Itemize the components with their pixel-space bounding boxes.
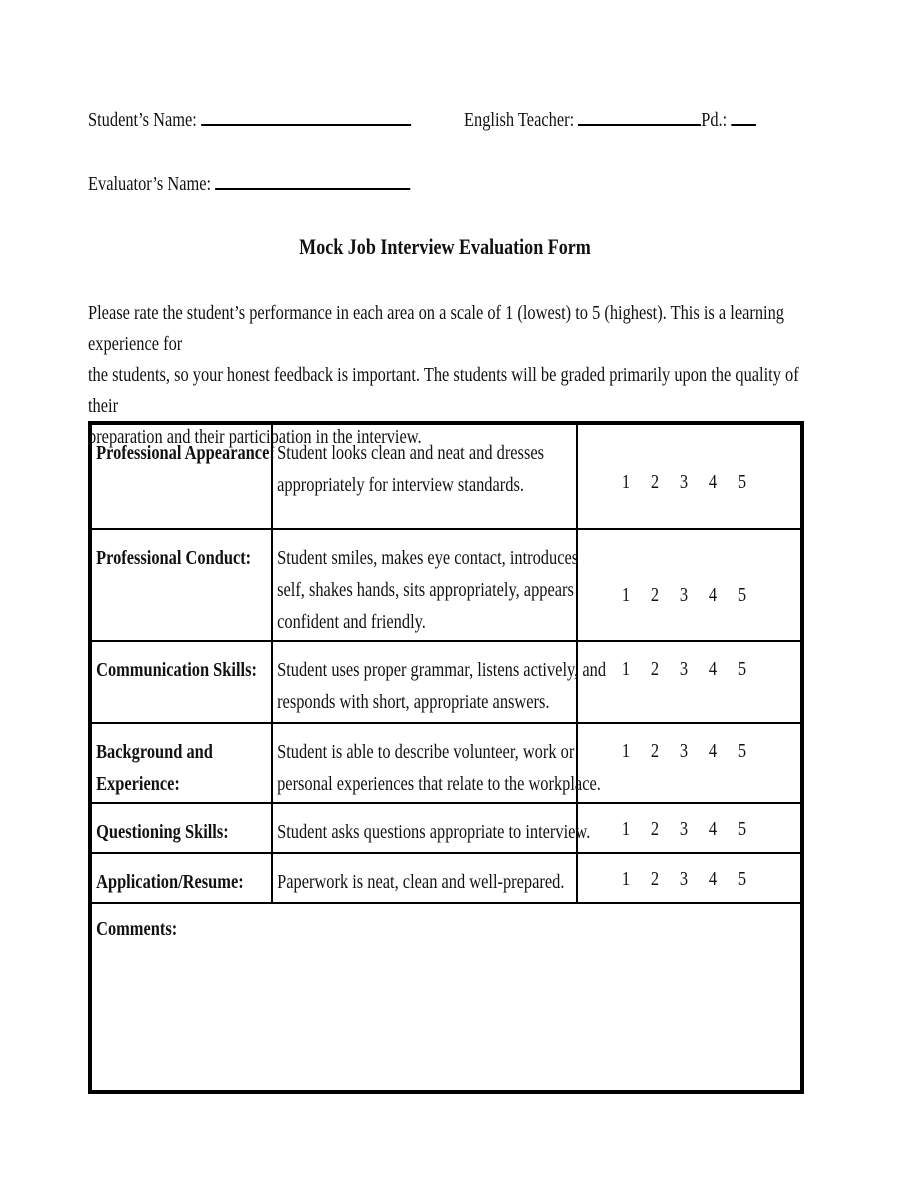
criterion-label-line: Professional Conduct:	[96, 547, 252, 569]
rating-row	[90, 423, 802, 529]
rating-option[interactable]: 5	[737, 584, 747, 606]
rating-row	[90, 641, 802, 723]
criterion-label	[92, 804, 238, 848]
rating-row	[90, 803, 802, 853]
description-line: appropriately for interview standards.	[276, 474, 524, 496]
rating-option[interactable]: 5	[737, 658, 747, 680]
description-line: confident and friendly.	[276, 611, 426, 633]
rating-option[interactable]: 5	[737, 818, 747, 840]
criterion-cell	[90, 641, 272, 723]
criterion-label-line: Professional Appearance:	[96, 442, 275, 464]
instructions-line: preparation and their participation in the interview.	[88, 426, 422, 448]
criterion-cell	[90, 423, 275, 529]
rating-scale-cell	[577, 423, 802, 529]
rating-option[interactable]: 1	[621, 471, 631, 493]
rating-option[interactable]: 3	[679, 818, 689, 840]
english-teacher-field[interactable]	[578, 104, 701, 126]
evaluator-name-label: Evaluator’s Name:	[88, 173, 212, 195]
instructions-line: the students, so your honest feedback is important. The students will be graded primarily upon the quality of their	[88, 364, 799, 417]
rating-scale	[578, 724, 800, 763]
rating-option[interactable]: 4	[708, 658, 718, 680]
evaluator-name-field[interactable]	[215, 168, 410, 190]
rating-scale	[578, 530, 800, 607]
description-line: responds with short, appropriate answers.	[276, 691, 549, 713]
period-label: Pd.:	[701, 109, 728, 131]
rating-option[interactable]: 4	[708, 868, 718, 890]
criterion-cell	[90, 853, 272, 903]
criterion-cell	[90, 529, 272, 641]
rating-option[interactable]: 5	[737, 868, 747, 890]
instructions-line: Please rate the student’s performance in each area on a scale of 1 (lowest) to 5 (highest). This is a learning experience for	[88, 302, 785, 355]
english-teacher-label: English Teacher:	[464, 109, 575, 131]
rating-row	[90, 723, 802, 803]
rating-option[interactable]: 4	[708, 471, 718, 493]
rating-option[interactable]: 3	[679, 471, 689, 493]
rating-scale-cell	[577, 723, 802, 803]
comments-label: Comments:	[96, 918, 178, 940]
rating-scale	[578, 642, 800, 681]
evaluation-table	[88, 421, 804, 1094]
rating-option[interactable]: 4	[708, 818, 718, 840]
description-cell	[272, 853, 578, 903]
rating-option[interactable]: 3	[679, 584, 689, 606]
rating-option[interactable]: 1	[621, 658, 631, 680]
student-name-label: Student’s Name:	[88, 109, 197, 131]
criterion-label-line: Background and	[96, 741, 213, 763]
description-cell	[272, 723, 601, 803]
rating-option[interactable]: 5	[737, 471, 747, 493]
description-line: Student looks clean and neat and dresses	[276, 442, 544, 464]
description-line: personal experiences that relate to the workplace.	[276, 773, 601, 795]
rating-scale-cell	[577, 803, 802, 853]
description-line: Paperwork is neat, clean and well-prepared.	[276, 871, 564, 893]
criterion-cell	[90, 723, 272, 803]
rating-option[interactable]: 3	[679, 868, 689, 890]
rating-scale	[578, 854, 800, 891]
criterion-description	[273, 642, 606, 718]
comments-row	[90, 903, 802, 1092]
rating-option[interactable]: 3	[679, 658, 689, 680]
description-line: self, shakes hands, sits appropriately, appears	[276, 579, 574, 601]
description-cell	[272, 423, 578, 529]
rating-scale-cell	[577, 641, 802, 723]
criterion-description	[273, 804, 590, 848]
rating-option[interactable]: 2	[650, 740, 660, 762]
criterion-cell	[90, 803, 272, 853]
rating-option[interactable]: 3	[679, 740, 689, 762]
rating-option[interactable]: 2	[650, 584, 660, 606]
period-field[interactable]	[731, 104, 756, 126]
rating-option[interactable]: 2	[650, 868, 660, 890]
description-line: Student uses proper grammar, listens actively, and	[276, 659, 606, 681]
evaluator-name-line	[88, 168, 410, 196]
criterion-description	[273, 724, 601, 800]
rating-row	[90, 853, 802, 903]
rating-option[interactable]: 2	[650, 658, 660, 680]
rating-option[interactable]: 4	[708, 740, 718, 762]
rating-option[interactable]: 2	[650, 471, 660, 493]
description-cell	[272, 529, 578, 641]
criterion-description	[273, 530, 578, 638]
student-name-line	[88, 104, 411, 132]
rating-option[interactable]: 1	[621, 740, 631, 762]
rating-scale-cell	[577, 529, 802, 641]
form-title: Mock Job Interview Evaluation Form	[299, 234, 591, 259]
description-line: Student smiles, makes eye contact, introduces	[276, 547, 578, 569]
rating-option[interactable]: 1	[621, 818, 631, 840]
rating-option[interactable]: 5	[737, 740, 747, 762]
description-cell	[272, 641, 606, 723]
rating-option[interactable]: 2	[650, 818, 660, 840]
criterion-label	[92, 530, 252, 574]
rating-option[interactable]: 1	[621, 868, 631, 890]
description-cell	[272, 803, 590, 853]
criterion-label-line: Questioning Skills:	[96, 821, 229, 843]
student-name-field[interactable]	[201, 104, 411, 126]
rating-option[interactable]: 1	[621, 584, 631, 606]
description-line: Student is able to describe volunteer, work or	[276, 741, 574, 763]
criterion-description	[273, 425, 544, 501]
rating-option[interactable]: 4	[708, 584, 718, 606]
criterion-label-line: Application/Resume:	[96, 871, 244, 893]
criterion-label	[92, 642, 257, 686]
english-teacher-line	[464, 104, 756, 132]
criterion-label-line: Communication Skills:	[96, 659, 257, 681]
criterion-label	[92, 854, 244, 898]
comments-cell[interactable]	[90, 903, 802, 1092]
criterion-label-line: Experience:	[96, 773, 180, 795]
rating-scale-cell	[577, 853, 802, 903]
rating-scale	[578, 425, 800, 494]
rating-row	[90, 529, 802, 641]
criterion-label	[92, 724, 238, 800]
criterion-description	[273, 854, 564, 898]
description-line: Student asks questions appropriate to interview.	[276, 821, 590, 843]
rating-scale	[578, 804, 800, 841]
